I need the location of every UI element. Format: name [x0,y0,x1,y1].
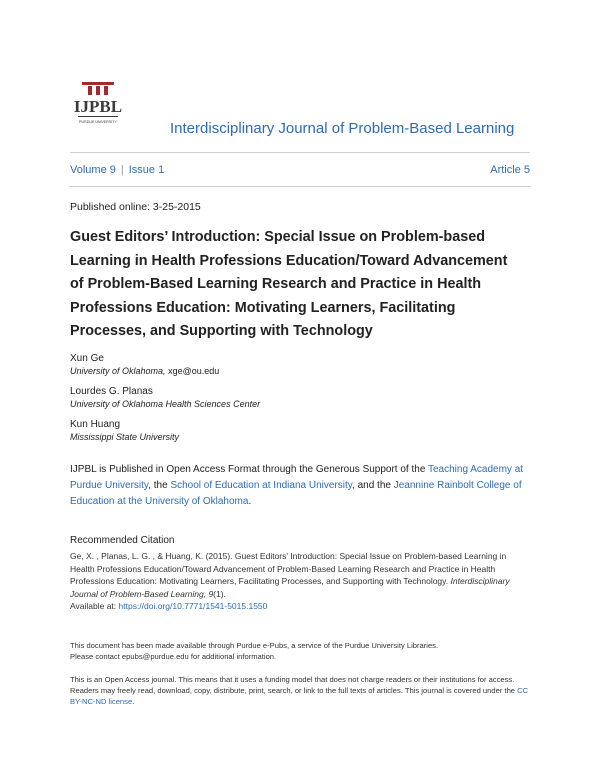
open-access-notice [70,674,540,707]
issue-link[interactable]: Issue 1 [128,164,165,176]
citation-body [70,550,530,613]
logo-text: IJPBL [73,97,123,116]
notice-text: This is an Open Access journal. This means that it uses a funding model that does not charge readers or their institutions for access. Readers may freely read, download, copy, distribute, print, search, or link to the full texts of articles. This journal is covered under the [70,675,518,695]
author-list [70,352,530,451]
citation-issue: (1). [213,588,226,599]
epubs-notice [70,640,530,662]
citation-text: Ge, X. , Planas, L. G. , & Huang, K. (2015). Guest Editors’ Introduction: Special Issue on Problem-based Learning in Health Professions Education/Toward Advancement of Problem-Based Learning Research and Practice in Health Professions Education: Motivating Learners, Facilitating Processes, and Supporting with Technology. [70,551,507,587]
published-date: Published online: 3-25-2015 [70,201,201,213]
notice-line: This document has been made available through Purdue e-Pubs, a service of the Purdue University Libraries. [70,641,439,650]
author-email: xge@ou.edu [168,366,220,376]
license-link[interactable]: CC BY-NC-ND license [70,686,529,706]
author-affiliation: Mississippi State University [70,432,180,442]
author-affiliation: University of Oklahoma, xge@ou.edu [70,366,220,376]
author-entry [70,418,530,443]
citation-journal: Interdisciplinary Journal of Problem-Based Learning, 9 [70,576,510,599]
author-name: Lourdes G. Planas [70,386,153,397]
available-label: Available at: [70,601,119,612]
affiliation-text: University of Oklahoma [70,366,164,376]
rainbolt-college-link[interactable]: Jeannine Rainbolt College of Education at the University of Oklahoma [70,480,522,507]
author-name: Xun Ge [70,353,104,364]
title-line: Learning in Health Professions Education/Toward Advancement [70,252,508,269]
journal-title-link[interactable]: Interdisciplinary Journal of Problem-Based Learning [170,120,515,137]
notice-text: . [132,697,135,706]
volume-link[interactable]: Volume 9 [70,164,116,176]
title-line: Guest Editors’ Introduction: Special Issue on Problem-based [70,229,486,245]
author-entry [70,385,530,410]
support-text: , the [148,480,171,491]
support-text: , and the [352,480,394,491]
citation-heading: Recommended Citation [70,535,175,546]
recommended-citation [70,534,530,613]
issue-meta [70,164,530,176]
article-link[interactable]: Article 5 [490,164,530,176]
author-entry [70,352,530,377]
doi-link[interactable]: https://doi.org/10.7771/1541-5015.1550 [118,601,268,612]
support-text: . [248,496,252,507]
meta-divider [70,186,530,187]
author-name: Kun Huang [70,419,121,430]
journal-header [70,82,530,137]
notice-line: Please contact epubs@purdue.edu for additional information. [70,652,277,661]
school-of-education-link[interactable]: School of Education at Indiana University [170,480,353,491]
support-text: IJPBL is Published in Open Access Format through the Generous Support of the [70,464,428,475]
title-line: Processes, and Supporting with Technology [70,323,373,340]
article-title [70,226,530,344]
header-divider [70,152,530,153]
title-line: of Problem-Based Learning Research and Practice in Health [70,276,482,293]
meta-separator: | [120,164,124,176]
teaching-academy-link[interactable]: Teaching Academy at Purdue University [70,464,524,491]
title-line: Professions Education: Motivating Learners, Facilitating [70,299,456,316]
support-statement [70,462,530,510]
author-affiliation: University of Oklahoma Health Sciences Center [70,399,261,409]
ijpbl-logo[interactable] [70,82,126,130]
logo-subtext: PURDUE UNIVERSITY [79,120,117,124]
